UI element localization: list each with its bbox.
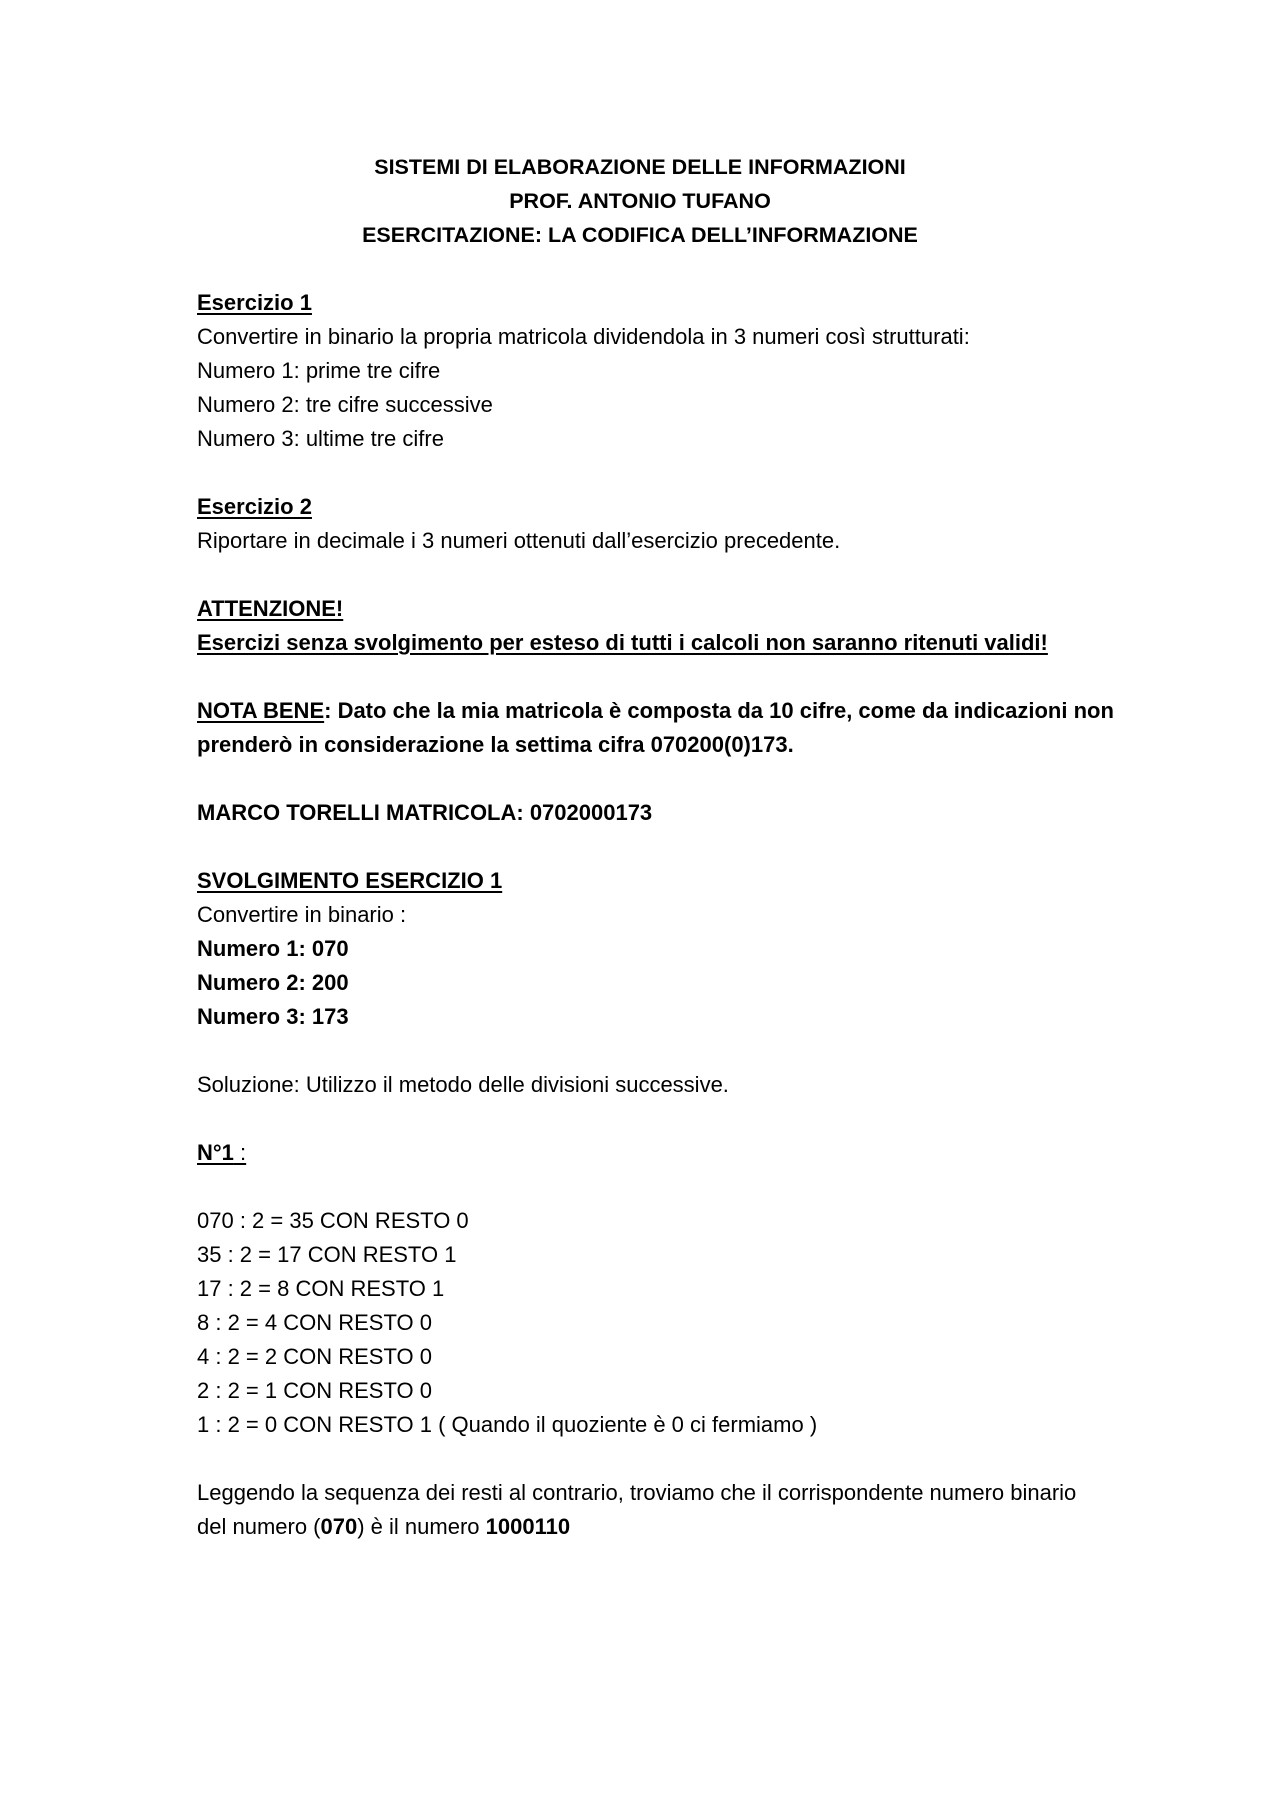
esercizio1-item: Numero 2: tre cifre successive (197, 392, 493, 417)
numero-line: Numero 3: 173 (197, 1004, 349, 1029)
division-step: 070 : 2 = 35 CON RESTO 0 (197, 1208, 469, 1233)
exercise-title: ESERCITAZIONE: LA CODIFICA DELL’INFORMAZIONE (362, 223, 918, 247)
conclusion-binary: 1000110 (485, 1514, 571, 1539)
professor-name: PROF. ANTONIO TUFANO (509, 189, 771, 213)
n1-colon: : (233, 1140, 247, 1165)
esercizio1-item: Numero 1: prime tre cifre (197, 358, 441, 383)
esercizio1-item: Numero 3: ultime tre cifre (197, 426, 444, 451)
division-step: 17 : 2 = 8 CON RESTO 1 (197, 1276, 445, 1301)
svolgimento-intro: Convertire in binario : (197, 902, 407, 927)
esercizio1-title: Esercizio 1 (197, 290, 312, 315)
student-matricola: MARCO TORELLI MATRICOLA: 0702000173 (197, 800, 653, 825)
division-step: 4 : 2 = 2 CON RESTO 0 (197, 1344, 432, 1369)
document-header (197, 150, 1083, 252)
division-step: 8 : 2 = 4 CON RESTO 0 (197, 1310, 432, 1335)
division-step: 2 : 2 = 1 CON RESTO 0 (197, 1378, 432, 1403)
numero-line: Numero 1: 070 (197, 936, 349, 961)
nota-bene-label: NOTA BENE (197, 698, 325, 723)
numero-line: Numero 2: 200 (197, 970, 349, 995)
soluzione-text: Soluzione: Utilizzo il metodo delle divisioni successive. (197, 1072, 729, 1097)
conclusion-line1: Leggendo la sequenza dei resti al contrario, troviamo che il corrispondente numero binario (197, 1480, 1077, 1505)
nota-bene-line2: prenderò in considerazione la settima cifra 070200(0)173. (197, 732, 794, 757)
esercizio2-text: Riportare in decimale i 3 numeri ottenuti dall’esercizio precedente. (197, 528, 841, 553)
n1-heading (197, 1136, 1157, 1170)
esercizio1-text: Convertire in binario la propria matricola dividendola in 3 numeri così strutturati: (197, 324, 970, 349)
n1-label: N°1 (197, 1140, 234, 1165)
conclusion-decimal: 070 (320, 1514, 358, 1539)
attenzione-title: ATTENZIONE! (197, 596, 344, 621)
conclusion-line2 (197, 1510, 1157, 1544)
conclusion-part-a: del numero ( (197, 1514, 321, 1539)
document-body (197, 150, 1157, 1544)
esercizio2-title: Esercizio 2 (197, 494, 312, 519)
attenzione-text: Esercizi senza svolgimento per esteso di tutti i calcoli non saranno ritenuti validi! (197, 630, 1048, 655)
division-step: 35 : 2 = 17 CON RESTO 1 (197, 1242, 457, 1267)
conclusion-part-c: ) è il numero (357, 1514, 486, 1539)
nota-bene-text1: : Dato che la mia matricola è composta da 10 cifre, come da indicazioni non (324, 698, 1114, 723)
nota-bene-line1 (197, 694, 1157, 728)
division-step: 1 : 2 = 0 CON RESTO 1 ( Quando il quoziente è 0 ci fermiamo ) (197, 1412, 818, 1437)
svolgimento-title: SVOLGIMENTO ESERCIZIO 1 (197, 868, 503, 893)
course-title: SISTEMI DI ELABORAZIONE DELLE INFORMAZIONI (374, 155, 906, 179)
